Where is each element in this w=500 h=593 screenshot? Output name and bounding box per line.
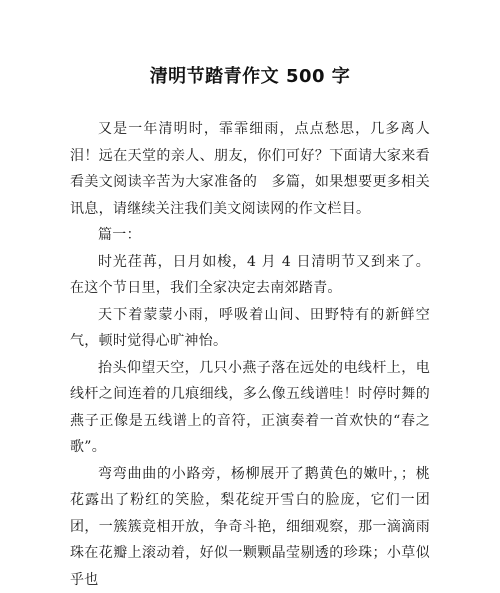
paragraph: 抬头仰望天空，几只小燕子落在远处的电线杆上，电线杆之间连着的几痕细线，多么像五线谱哇！时停时舞的燕子正像是五线谱上的音符，正演奏着一首欢快的“春之歌”。	[70, 355, 430, 461]
document-title: 清明节踏青作文 500 字	[0, 62, 500, 88]
paragraph-intro: 又是一年清明时，霏霏细雨，点点愁思，几多离人泪！远在天堂的亲人、朋友，你们可好？下面请大家来看看美文阅读辛苦为大家准备的 多篇，如果想要更多相关讯息，请继续关注我们美文阅读网的作文栏目。	[70, 116, 430, 222]
paragraph: 弯弯曲曲的小路旁，杨柳展开了鹅黄色的嫩叶，；桃花露出了粉红的笑脸，梨花绽开雪白的脸庞，它们一团团，一簇簇竞相开放，争奇斗艳，细细观察，那一滴滴雨珠在花瓣上滚动着，好似一颗颗晶莹剔透的珍珠；小草似乎也	[70, 461, 430, 593]
document-body	[70, 116, 430, 593]
paragraph: 时光荏苒，日月如梭，4 月 4 日清明节又到来了。在这个节日里，我们全家决定去南郊踏青。	[70, 249, 430, 302]
paragraph: 天下着蒙蒙小雨，呼吸着山间、田野特有的新鲜空气，顿时觉得心旷神怡。	[70, 302, 430, 355]
paragraph-section-heading: 篇一：	[70, 222, 430, 249]
